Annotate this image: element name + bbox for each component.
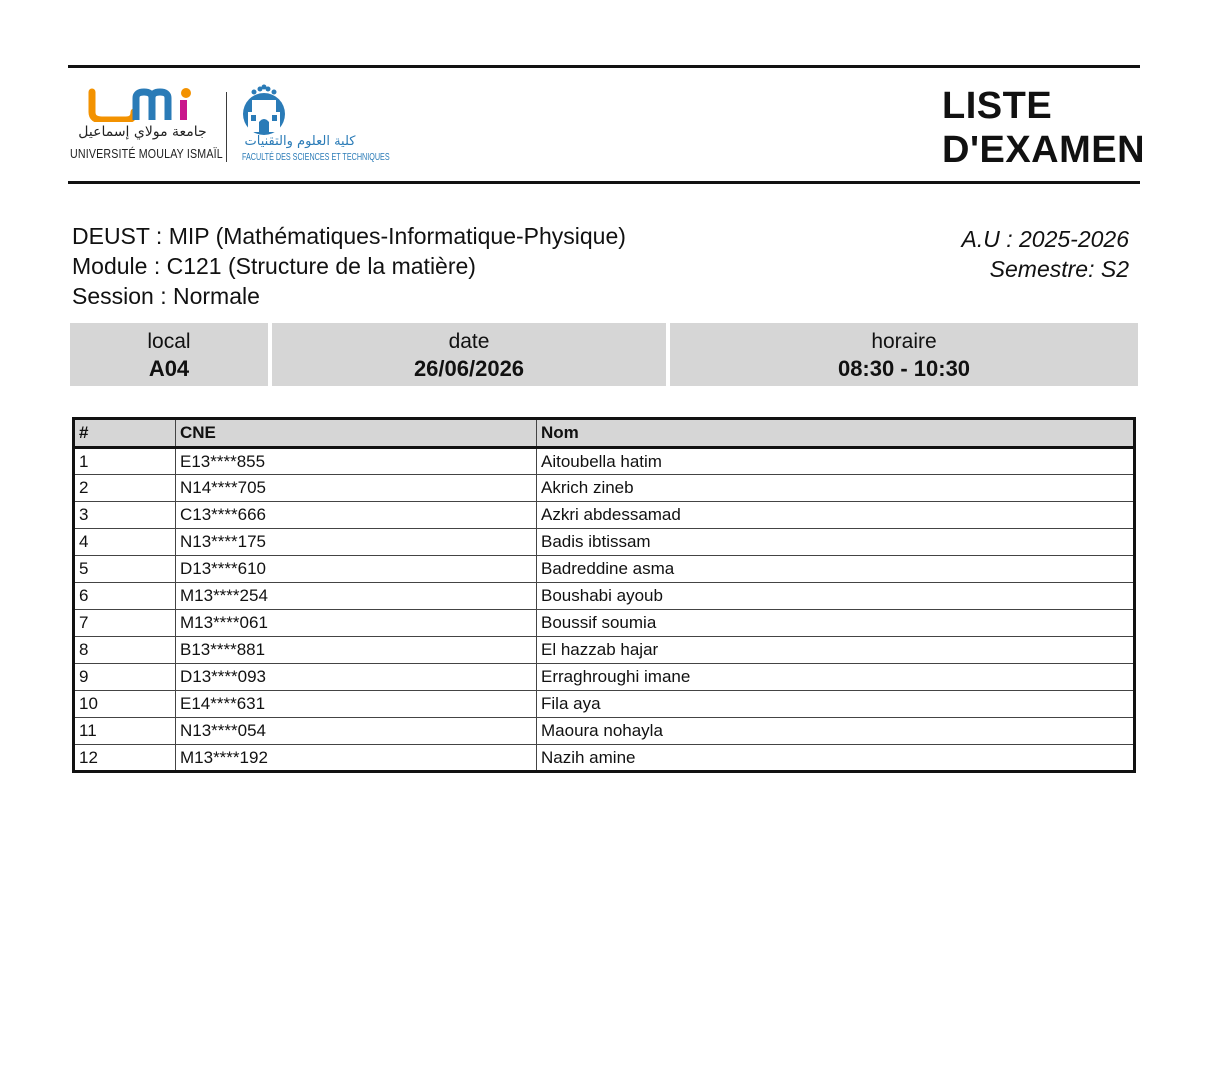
faculty-emblem-icon — [238, 84, 290, 136]
row-cne: N13****175 — [176, 529, 537, 556]
student-table — [72, 417, 1136, 773]
row-cne: M13****254 — [176, 583, 537, 610]
table-row — [74, 583, 1135, 610]
document-title — [942, 84, 1145, 172]
row-nom: Nazih amine — [537, 745, 1135, 772]
row-cne: N13****054 — [176, 718, 537, 745]
row-number: 7 — [74, 610, 176, 637]
row-number: 3 — [74, 502, 176, 529]
table-row — [74, 610, 1135, 637]
row-cne: M13****192 — [176, 745, 537, 772]
row-number: 9 — [74, 664, 176, 691]
row-cne: E14****631 — [176, 691, 537, 718]
local-value: A04 — [148, 356, 190, 381]
academic-period — [961, 224, 1129, 284]
row-cne: N14****705 — [176, 475, 537, 502]
faculty-arabic-name: كلية العلوم والتقنيات — [244, 134, 356, 149]
umi-logo-icon — [86, 88, 198, 122]
column-header-cne: CNE — [176, 419, 537, 448]
university-logo — [70, 88, 223, 168]
row-cne: B13****881 — [176, 637, 537, 664]
row-number: 12 — [74, 745, 176, 772]
table-row — [74, 556, 1135, 583]
horaire-box — [670, 323, 1138, 386]
semester: Semestre: S2 — [989, 256, 1129, 282]
row-nom: Erraghroughi imane — [537, 664, 1135, 691]
university-arabic-name: جامعة مولاي إسماعيل — [78, 124, 207, 140]
table-row — [74, 718, 1135, 745]
table-row — [74, 475, 1135, 502]
row-cne: C13****666 — [176, 502, 537, 529]
row-nom: Aitoubella hatim — [537, 448, 1135, 475]
row-nom: El hazzab hajar — [537, 637, 1135, 664]
faculty-latin-name: FACULTÉ DES SCIENCES ET TECHNIQUES — [242, 152, 390, 163]
row-nom: Akrich zineb — [537, 475, 1135, 502]
local-box — [70, 323, 268, 386]
logo-divider — [226, 92, 227, 162]
table-row — [74, 691, 1135, 718]
row-cne: D13****093 — [176, 664, 537, 691]
title-line-1: LISTE — [942, 85, 1053, 127]
table-row — [74, 502, 1135, 529]
exam-details — [72, 221, 626, 311]
row-number: 11 — [74, 718, 176, 745]
date-label: date — [448, 330, 490, 353]
row-cne: D13****610 — [176, 556, 537, 583]
row-number: 2 — [74, 475, 176, 502]
row-nom: Azkri abdessamad — [537, 502, 1135, 529]
row-number: 6 — [74, 583, 176, 610]
row-nom: Maoura nohayla — [537, 718, 1135, 745]
table-row — [74, 745, 1135, 772]
table-row — [74, 448, 1135, 475]
row-nom: Boushabi ayoub — [537, 583, 1135, 610]
program-line: DEUST : MIP (Mathématiques-Informatique-Physique) — [72, 223, 626, 249]
table-row — [74, 529, 1135, 556]
horaire-label: horaire — [871, 330, 937, 353]
faculty-logo — [236, 84, 390, 164]
academic-year: A.U : 2025-2026 — [961, 226, 1129, 252]
date-value: 26/06/2026 — [413, 356, 525, 381]
row-nom: Badis ibtissam — [537, 529, 1135, 556]
row-number: 10 — [74, 691, 176, 718]
table-row — [74, 664, 1135, 691]
top-rule — [68, 65, 1140, 68]
row-number: 1 — [74, 448, 176, 475]
row-number: 8 — [74, 637, 176, 664]
table-row — [74, 637, 1135, 664]
row-number: 4 — [74, 529, 176, 556]
column-header-number: # — [74, 419, 176, 448]
title-line-2: D'EXAMEN — [942, 129, 1146, 171]
row-nom: Badreddine asma — [537, 556, 1135, 583]
row-nom: Boussif soumia — [537, 610, 1135, 637]
local-label: local — [147, 330, 191, 353]
row-cne: E13****855 — [176, 448, 537, 475]
row-number: 5 — [74, 556, 176, 583]
bottom-rule — [68, 181, 1140, 184]
date-box — [272, 323, 666, 386]
horaire-value: 08:30 - 10:30 — [837, 356, 971, 381]
session-line: Session : Normale — [72, 283, 260, 309]
column-header-nom: Nom — [537, 419, 1135, 448]
row-nom: Fila aya — [537, 691, 1135, 718]
module-line: Module : C121 (Structure de la matière) — [72, 253, 476, 279]
university-latin-name: UNIVERSITÉ MOULAY ISMAÏL — [70, 146, 223, 161]
row-cne: M13****061 — [176, 610, 537, 637]
table-header-row — [74, 419, 1135, 448]
